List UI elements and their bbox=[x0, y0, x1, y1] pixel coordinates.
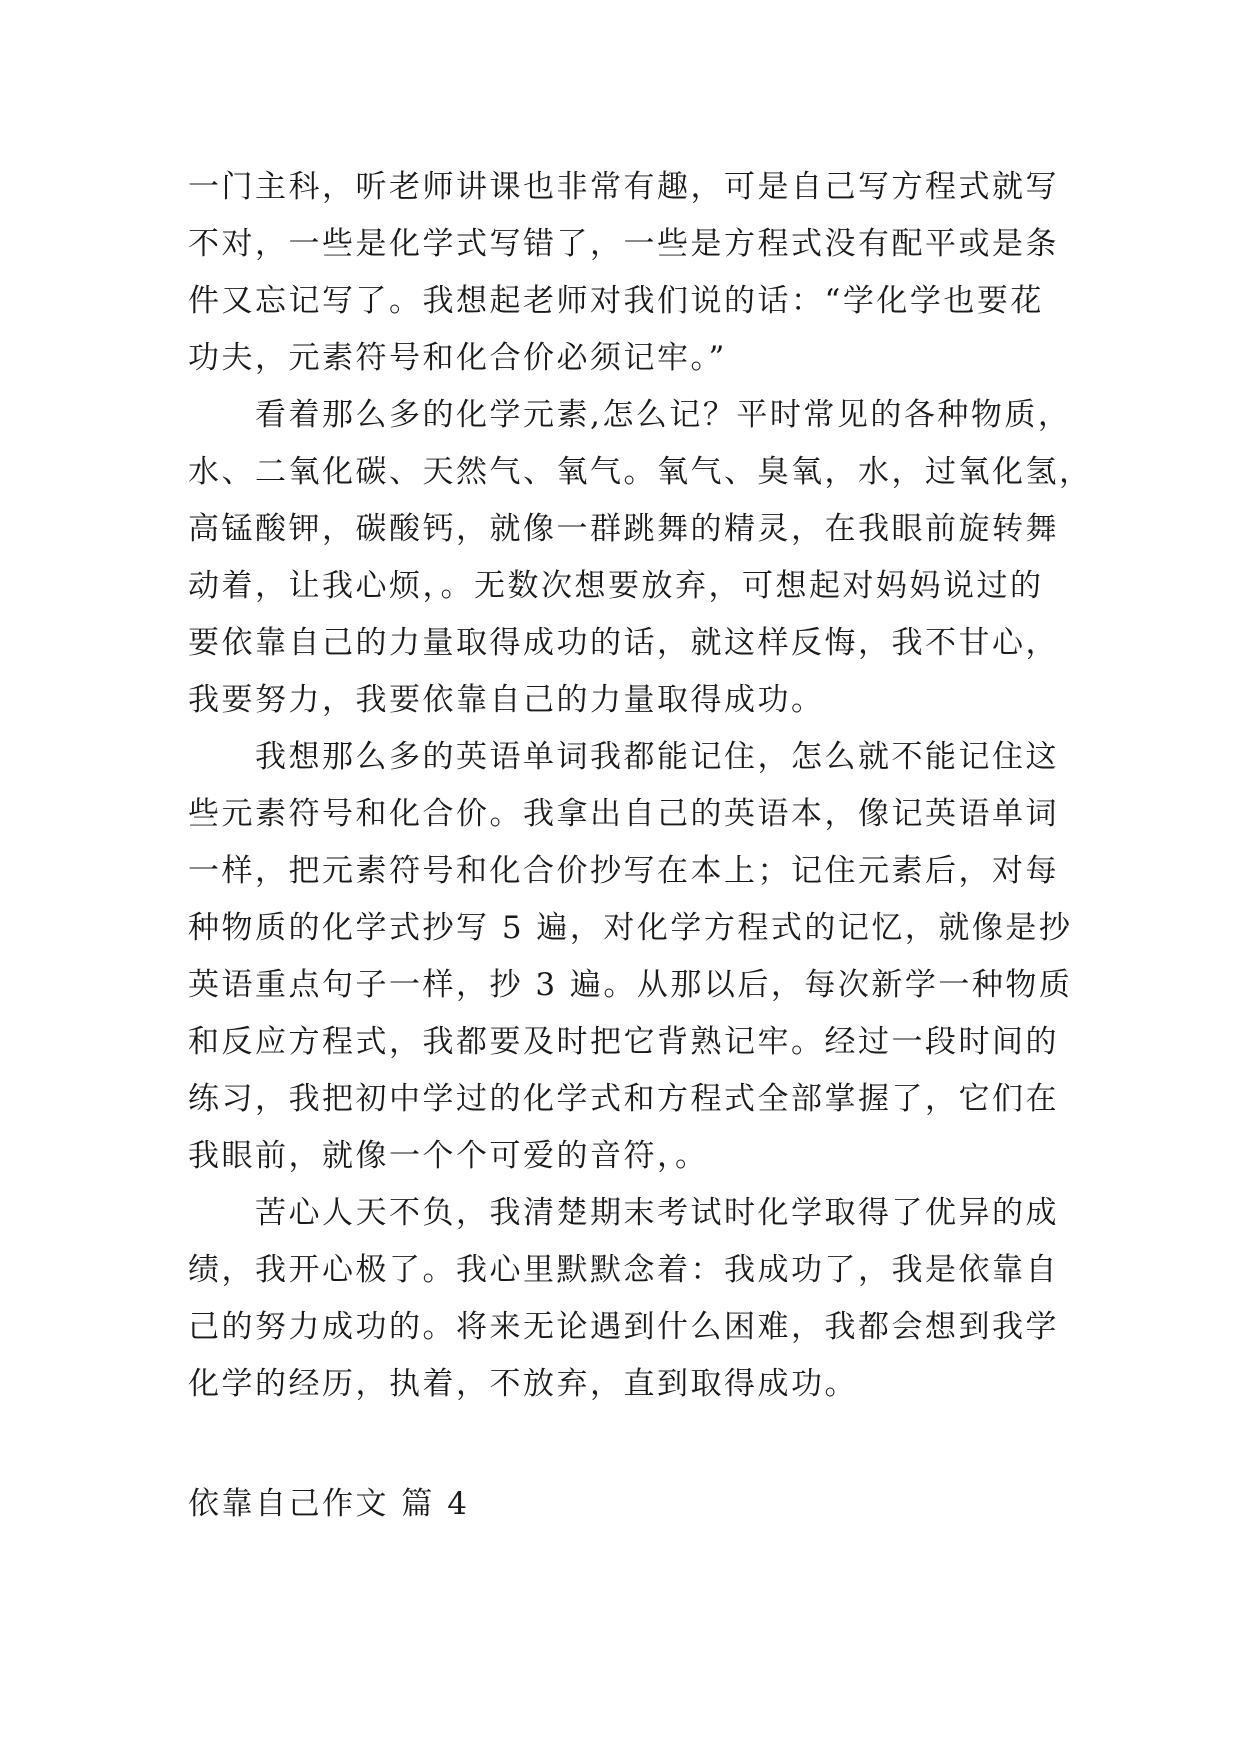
text-line: 动着，让我心烦，。无数次想要放弃，可想起对妈妈说过的 bbox=[188, 568, 1044, 604]
text-line: 我想那么多的英语单词我都能记住，怎么就不能记住这 bbox=[188, 739, 1059, 775]
text-line: 我眼前，就像一个个可爱的音符，。 bbox=[188, 1138, 709, 1174]
text-line: 不对，一些是化学式写错了，一些是方程式没有配平或是条 bbox=[188, 226, 1059, 262]
text-line: 化学的经历，执着，不放弃，直到取得成功。 bbox=[188, 1366, 858, 1402]
text-line: 功夫，元素符号和化合价必须记牢。” bbox=[188, 340, 727, 376]
text-line: 些元素符号和化合价。我拿出自己的英语本，像记英语单词 bbox=[188, 796, 1059, 832]
text-line: 件又忘记写了。我想起老师对我们说的话：“学化学也要花 bbox=[188, 283, 1044, 319]
text-line: 水、二氧化碳、天然气、氧气。氧气、臭氧，水，过氧化氢， bbox=[188, 454, 1093, 490]
text-line: 和反应方程式，我都要及时把它背熟记牢。经过一段时间的 bbox=[188, 1024, 1059, 1060]
text-line: 种物质的化学式抄写 5 遍，对化学方程式的记忆，就像是抄 bbox=[188, 910, 1073, 946]
text-line: 己的努力成功的。将来无论遇到什么困难，我都会想到我学 bbox=[188, 1309, 1059, 1345]
text-line: 高锰酸钾，碳酸钙，就像一群跳舞的精灵，在我眼前旋转舞 bbox=[188, 511, 1059, 547]
text-line: 看着那么多的化学元素,怎么记？平时常见的各种物质， bbox=[188, 397, 1072, 433]
text-line: 绩，我开心极了。我心里默默念着：我成功了，我是依靠自 bbox=[188, 1252, 1059, 1288]
text-line: 练习，我把初中学过的化学式和方程式全部掌握了，它们在 bbox=[188, 1081, 1059, 1117]
text-line: 我要努力，我要依靠自己的力量取得成功。 bbox=[188, 682, 825, 718]
section-heading: 依靠自己作文 篇 4 bbox=[188, 1486, 470, 1522]
text-line: 苦心人天不负，我清楚期末考试时化学取得了优异的成 bbox=[188, 1195, 1059, 1231]
text-line: 要依靠自己的力量取得成功的话，就这样反悔，我不甘心， bbox=[188, 625, 1059, 661]
text-line: 英语重点句子一样，抄 3 遍。从那以后，每次新学一种物质 bbox=[188, 967, 1073, 1003]
text-line: 一样，把元素符号和化合价抄写在本上；记住元素后，对每 bbox=[188, 853, 1059, 889]
text-line: 一门主科，听老师讲课也非常有趣，可是自己写方程式就写 bbox=[188, 169, 1059, 205]
